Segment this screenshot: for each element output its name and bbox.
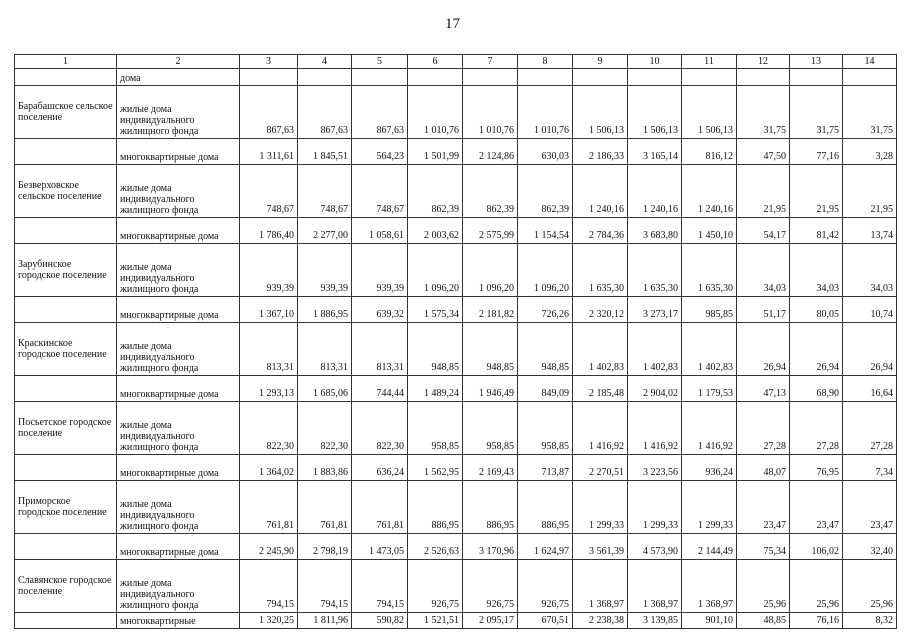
value-cell: 26,94	[737, 323, 790, 376]
value-cell: 1 416,92	[573, 402, 628, 455]
value-cell: 939,39	[298, 244, 352, 297]
value-cell: 3,28	[843, 139, 897, 165]
value-cell: 1 506,13	[682, 86, 737, 139]
value-cell: 813,31	[298, 323, 352, 376]
value-cell: 822,30	[352, 402, 408, 455]
value-cell: 31,75	[737, 86, 790, 139]
page-number: 17	[445, 16, 460, 32]
column-header: 11	[682, 55, 737, 69]
value-cell: 23,47	[737, 481, 790, 534]
housing-type: жилые дома индивидуального жилищного фонда	[117, 244, 240, 297]
table-row	[15, 613, 897, 629]
housing-type: жилые дома индивидуального жилищного фонда	[117, 323, 240, 376]
column-header: 7	[463, 55, 518, 69]
table-row	[15, 139, 897, 165]
value-cell: 32,40	[843, 534, 897, 560]
value-cell: 822,30	[298, 402, 352, 455]
value-cell: 1 786,40	[240, 218, 298, 244]
value-cell: 2 245,90	[240, 534, 298, 560]
value-cell: 2 124,86	[463, 139, 518, 165]
value-cell: 3 561,39	[573, 534, 628, 560]
value-cell: 1 811,96	[298, 613, 352, 629]
settlement-name: Безверховское сельское поселение	[15, 165, 117, 218]
value-cell: 3 170,96	[463, 534, 518, 560]
value-cell: 2 144,49	[682, 534, 737, 560]
value-cell: 794,15	[240, 560, 298, 613]
value-cell: 8,32	[843, 613, 897, 629]
value-cell: 1 845,51	[298, 139, 352, 165]
value-cell: 68,90	[790, 376, 843, 402]
value-cell: 1 489,24	[408, 376, 463, 402]
value-cell: 21,95	[790, 165, 843, 218]
value-cell: 76,16	[790, 613, 843, 629]
value-cell: 76,95	[790, 455, 843, 481]
value-cell: 2 320,12	[573, 297, 628, 323]
value-cell: 748,67	[240, 165, 298, 218]
table-row	[15, 534, 897, 560]
value-cell: 21,95	[843, 165, 897, 218]
value-cell: 77,16	[790, 139, 843, 165]
value-cell: 794,15	[298, 560, 352, 613]
value-cell: 2 575,99	[463, 218, 518, 244]
value-cell: 1 473,05	[352, 534, 408, 560]
value-cell: 2 277,00	[298, 218, 352, 244]
column-header: 4	[298, 55, 352, 69]
value-cell: 2 526,63	[408, 534, 463, 560]
column-header: 8	[518, 55, 573, 69]
value-cell: 2 798,19	[298, 534, 352, 560]
value-cell: 862,39	[408, 165, 463, 218]
value-cell: 1 416,92	[628, 402, 682, 455]
housing-type: жилые дома индивидуального жилищного фонда	[117, 165, 240, 218]
value-cell: 936,24	[682, 455, 737, 481]
value-cell: 81,42	[790, 218, 843, 244]
value-cell: 1 179,53	[682, 376, 737, 402]
value-cell: 748,67	[352, 165, 408, 218]
value-cell: 590,82	[352, 613, 408, 629]
value-cell: 2 238,38	[573, 613, 628, 629]
value-cell: 862,39	[518, 165, 573, 218]
value-cell: 1 575,34	[408, 297, 463, 323]
value-cell: 31,75	[843, 86, 897, 139]
value-cell: 2 169,43	[463, 455, 518, 481]
table-row	[15, 402, 897, 455]
value-cell: 948,85	[463, 323, 518, 376]
table-row	[15, 86, 897, 139]
value-cell: 1 685,06	[298, 376, 352, 402]
housing-type: многоквартирные дома	[117, 455, 240, 481]
value-cell: 1 364,02	[240, 455, 298, 481]
value-cell: 1 096,20	[463, 244, 518, 297]
value-cell: 985,85	[682, 297, 737, 323]
value-cell: 1 299,33	[628, 481, 682, 534]
value-cell: 1 450,10	[682, 218, 737, 244]
value-cell: 636,24	[352, 455, 408, 481]
value-cell: 813,31	[352, 323, 408, 376]
value-cell: 25,96	[790, 560, 843, 613]
column-header-row	[15, 55, 897, 69]
value-cell: 47,50	[737, 139, 790, 165]
value-cell: 726,26	[518, 297, 573, 323]
housing-type: многоквартирные дома	[117, 376, 240, 402]
column-header: 5	[352, 55, 408, 69]
table-row	[15, 218, 897, 244]
value-cell: 816,12	[682, 139, 737, 165]
settlement-name: Посьетское городское поселение	[15, 402, 117, 455]
column-header: 2	[117, 55, 240, 69]
value-cell: 948,85	[408, 323, 463, 376]
value-cell: 1 320,25	[240, 613, 298, 629]
value-cell: 1 624,97	[518, 534, 573, 560]
value-cell: 1 096,20	[408, 244, 463, 297]
value-cell: 1 010,76	[408, 86, 463, 139]
value-cell: 1 416,92	[682, 402, 737, 455]
value-cell: 75,34	[737, 534, 790, 560]
value-cell: 1 506,13	[628, 86, 682, 139]
value-cell: 23,47	[843, 481, 897, 534]
value-cell: 630,03	[518, 139, 573, 165]
value-cell: 25,96	[737, 560, 790, 613]
value-cell: 867,63	[352, 86, 408, 139]
value-cell: 48,85	[737, 613, 790, 629]
value-cell: 2 186,33	[573, 139, 628, 165]
housing-type: многоквартирные дома	[117, 534, 240, 560]
value-cell: 1 562,95	[408, 455, 463, 481]
value-cell: 958,85	[463, 402, 518, 455]
column-header: 1	[15, 55, 117, 69]
value-cell: 926,75	[518, 560, 573, 613]
housing-type: многоквартирные	[117, 613, 240, 629]
value-cell: 3 683,80	[628, 218, 682, 244]
column-header: 3	[240, 55, 298, 69]
value-cell: 34,03	[737, 244, 790, 297]
value-cell: 867,63	[298, 86, 352, 139]
value-cell: 48,07	[737, 455, 790, 481]
value-cell: 901,10	[682, 613, 737, 629]
value-cell: 926,75	[463, 560, 518, 613]
value-cell: 1 311,61	[240, 139, 298, 165]
value-cell: 106,02	[790, 534, 843, 560]
value-cell: 27,28	[843, 402, 897, 455]
value-cell: 761,81	[298, 481, 352, 534]
value-cell: 31,75	[790, 86, 843, 139]
value-cell: 2 181,82	[463, 297, 518, 323]
value-cell: 2 784,36	[573, 218, 628, 244]
settlement-name: Зарубинское городское поселение	[15, 244, 117, 297]
value-cell: 1 368,97	[628, 560, 682, 613]
value-cell: 748,67	[298, 165, 352, 218]
column-header: 6	[408, 55, 463, 69]
housing-type: жилые дома индивидуального жилищного фонда	[117, 560, 240, 613]
value-cell: 2 185,48	[573, 376, 628, 402]
value-cell: 1 299,33	[682, 481, 737, 534]
value-cell: 47,13	[737, 376, 790, 402]
column-header: 12	[737, 55, 790, 69]
value-cell: 3 139,85	[628, 613, 682, 629]
value-cell: 3 165,14	[628, 139, 682, 165]
settlement-name: Барабашское сельское поселение	[15, 86, 117, 139]
value-cell: 1 368,97	[682, 560, 737, 613]
value-cell: 1 368,97	[573, 560, 628, 613]
value-cell: 761,81	[240, 481, 298, 534]
value-cell: 1 240,16	[573, 165, 628, 218]
value-cell: 1 010,76	[518, 86, 573, 139]
value-cell: 813,31	[240, 323, 298, 376]
value-cell: 948,85	[518, 323, 573, 376]
settlement-name: Краскинское городское поселение	[15, 323, 117, 376]
housing-type: многоквартирные дома	[117, 297, 240, 323]
value-cell: 958,85	[408, 402, 463, 455]
column-header: 14	[843, 55, 897, 69]
value-cell: 51,17	[737, 297, 790, 323]
value-cell: 1 402,83	[573, 323, 628, 376]
housing-type: жилые дома индивидуального жилищного фонда	[117, 481, 240, 534]
table-row	[15, 165, 897, 218]
housing-type: многоквартирные дома	[117, 139, 240, 165]
value-cell: 1 293,13	[240, 376, 298, 402]
table-row	[15, 323, 897, 376]
value-cell: 639,32	[352, 297, 408, 323]
value-cell: 2 904,02	[628, 376, 682, 402]
table-row	[15, 376, 897, 402]
value-cell: 16,64	[843, 376, 897, 402]
value-cell: 794,15	[352, 560, 408, 613]
value-cell: 713,87	[518, 455, 573, 481]
value-cell: 1 096,20	[518, 244, 573, 297]
value-cell: 761,81	[352, 481, 408, 534]
value-cell: 7,34	[843, 455, 897, 481]
table-row	[15, 244, 897, 297]
value-cell: 27,28	[737, 402, 790, 455]
housing-type: жилые дома индивидуального жилищного фонда	[117, 402, 240, 455]
value-cell: 958,85	[518, 402, 573, 455]
table-row	[15, 69, 897, 86]
value-cell: 1 886,95	[298, 297, 352, 323]
value-cell: 80,05	[790, 297, 843, 323]
value-cell: 1 521,51	[408, 613, 463, 629]
value-cell: 886,95	[408, 481, 463, 534]
value-cell: 34,03	[790, 244, 843, 297]
value-cell: 1 240,16	[628, 165, 682, 218]
table-row	[15, 455, 897, 481]
value-cell: 4 573,90	[628, 534, 682, 560]
value-cell: 2 270,51	[573, 455, 628, 481]
column-header: 13	[790, 55, 843, 69]
column-header: 9	[573, 55, 628, 69]
value-cell: 926,75	[408, 560, 463, 613]
value-cell: 2 003,62	[408, 218, 463, 244]
table-row	[15, 560, 897, 613]
value-cell: 3 273,17	[628, 297, 682, 323]
value-cell: 862,39	[463, 165, 518, 218]
value-cell: 849,09	[518, 376, 573, 402]
value-cell: 1 883,86	[298, 455, 352, 481]
value-cell: 1 240,16	[682, 165, 737, 218]
value-cell: 21,95	[737, 165, 790, 218]
value-cell: 1 635,30	[573, 244, 628, 297]
value-cell: 939,39	[240, 244, 298, 297]
value-cell: 13,74	[843, 218, 897, 244]
tariff-table	[14, 54, 897, 629]
value-cell: 670,51	[518, 613, 573, 629]
value-cell: 886,95	[463, 481, 518, 534]
value-cell: 26,94	[843, 323, 897, 376]
value-cell: 1 946,49	[463, 376, 518, 402]
value-cell: 1 058,61	[352, 218, 408, 244]
value-cell: 1 367,10	[240, 297, 298, 323]
housing-type: жилые дома индивидуального жилищного фонда	[117, 86, 240, 139]
value-cell: 2 095,17	[463, 613, 518, 629]
value-cell: 744,44	[352, 376, 408, 402]
value-cell: 1 402,83	[682, 323, 737, 376]
column-header: 10	[628, 55, 682, 69]
value-cell: 1 010,76	[463, 86, 518, 139]
table-row	[15, 297, 897, 323]
value-cell: 1 506,13	[573, 86, 628, 139]
housing-type: многоквартирные дома	[117, 218, 240, 244]
settlement-name: Славянское городское поселение	[15, 560, 117, 613]
value-cell: 886,95	[518, 481, 573, 534]
value-cell: 1 154,54	[518, 218, 573, 244]
value-cell: 26,94	[790, 323, 843, 376]
settlement-name: Приморское городское поселение	[15, 481, 117, 534]
table-row	[15, 481, 897, 534]
value-cell: 564,23	[352, 139, 408, 165]
value-cell: 1 635,30	[628, 244, 682, 297]
value-cell: 1 501,99	[408, 139, 463, 165]
value-cell: 23,47	[790, 481, 843, 534]
value-cell: 3 223,56	[628, 455, 682, 481]
table-body	[15, 55, 897, 629]
value-cell: 27,28	[790, 402, 843, 455]
value-cell: 939,39	[352, 244, 408, 297]
value-cell: 54,17	[737, 218, 790, 244]
value-cell: 1 635,30	[682, 244, 737, 297]
value-cell: 867,63	[240, 86, 298, 139]
value-cell: 34,03	[843, 244, 897, 297]
value-cell: 1 402,83	[628, 323, 682, 376]
housing-type: дома	[117, 69, 240, 86]
value-cell: 10,74	[843, 297, 897, 323]
value-cell: 1 299,33	[573, 481, 628, 534]
value-cell: 822,30	[240, 402, 298, 455]
value-cell: 25,96	[843, 560, 897, 613]
